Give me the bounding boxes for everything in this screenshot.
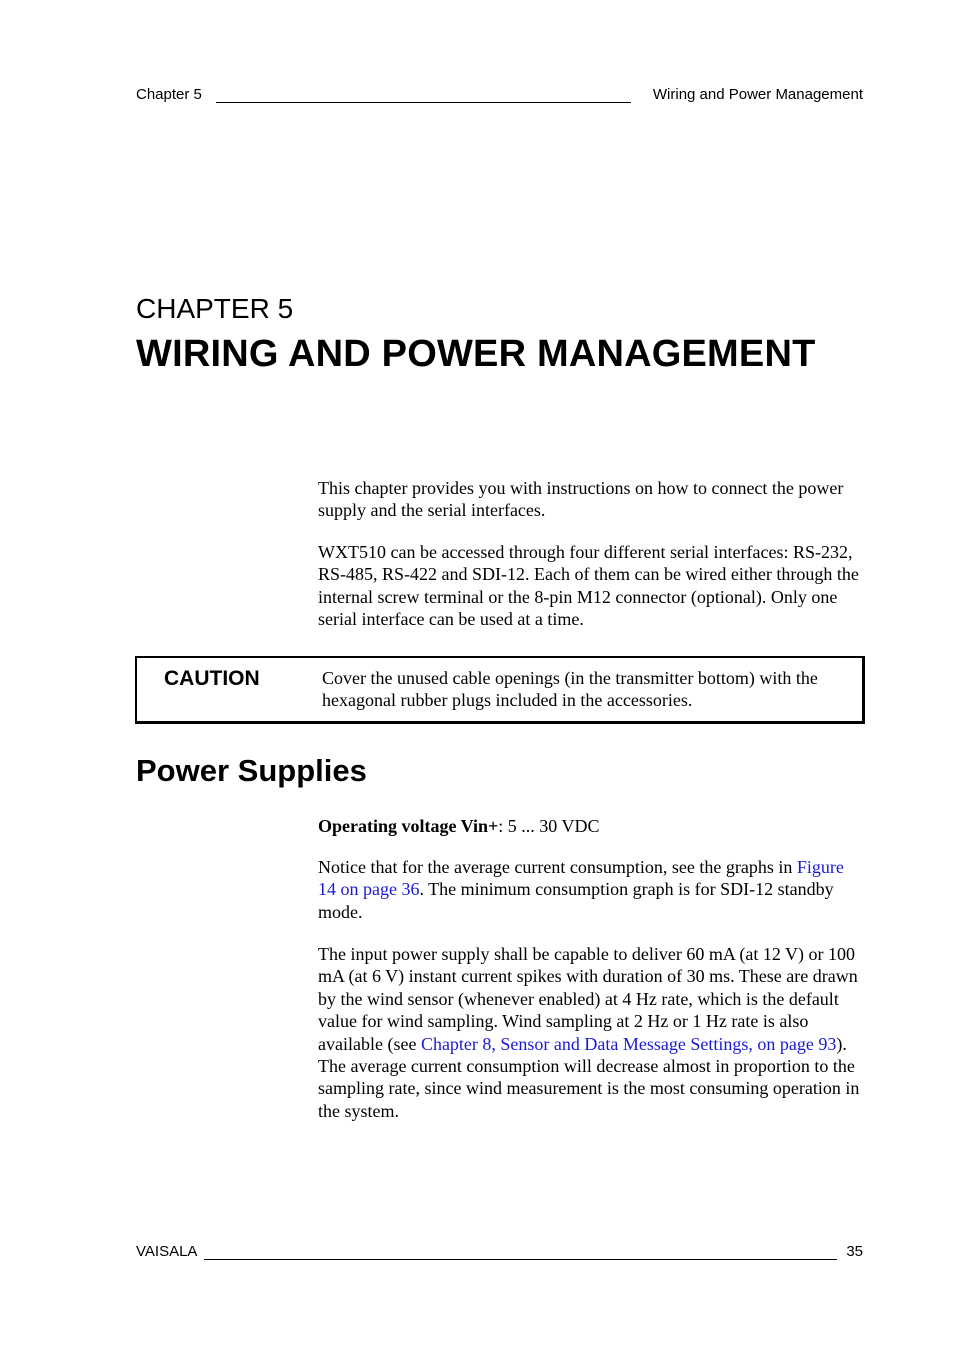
operating-voltage-line bbox=[318, 815, 863, 837]
notice-paragraph bbox=[318, 856, 863, 923]
footer-brand: VAISALA bbox=[136, 1243, 198, 1260]
intro-paragraph-1 bbox=[318, 477, 863, 522]
voltage-value: : 5 ... 30 VDC bbox=[498, 816, 600, 836]
chapter-number: CHAPTER 5 bbox=[136, 293, 294, 324]
chapter-8-link[interactable]: Chapter 8, Sensor and Data Message Settings, on page 93 bbox=[420, 1033, 837, 1054]
section-title-power-supplies: Power Supplies bbox=[136, 753, 367, 788]
caution-label: CAUTION bbox=[164, 667, 260, 690]
caution-box bbox=[135, 656, 865, 724]
input-power-paragraph bbox=[318, 943, 863, 1122]
input-text-post: ). The average current consumption will decrease almost in proportion to the sampling rate, since wind measurement is the most consuming operation in the system. bbox=[318, 1033, 860, 1121]
intro-text-1: This chapter provides you with instructions on how to connect the power supply and the serial interfaces. bbox=[318, 478, 844, 521]
notice-text-post: . The minimum consumption graph is for SDI-12 standby mode. bbox=[318, 879, 834, 922]
page-number: 35 bbox=[846, 1243, 863, 1260]
header-title: Wiring and Power Management bbox=[652, 86, 863, 103]
page-header bbox=[136, 86, 863, 106]
header-rule bbox=[216, 102, 631, 103]
chapter-title: WIRING AND POWER MANAGEMENT bbox=[136, 333, 816, 375]
intro-text-2: WXT510 can be accessed through four different serial interfaces: RS-232, RS-485, RS-422 and SDI-12. Each of them can be wired either through the internal screw terminal or the 8-pin M12 connector (optional). Only one serial interface can be used at a time. bbox=[318, 542, 859, 630]
footer-rule bbox=[204, 1259, 837, 1260]
header-chapter: Chapter 5 bbox=[136, 86, 202, 103]
caution-text: Cover the unused cable openings (in the transmitter bottom) with the hexagonal rubber plugs included in the accessories. bbox=[322, 668, 818, 711]
intro-paragraph-2 bbox=[318, 541, 863, 631]
page-footer bbox=[136, 1243, 863, 1263]
figure-14-link[interactable]: Figure 14 on page 36 bbox=[318, 857, 844, 900]
input-text-pre: The input power supply shall be capable to deliver 60 mA (at 12 V) or 100 mA (at 6 V) instant current spikes with duration of 30 ms. These are drawn by the wind sensor (whenever enabled) at 4 Hz rate, which is the default value for wind sampling. Wind sampling at 2 Hz or 1 Hz rate is also available (see bbox=[318, 944, 858, 1054]
voltage-label: Operating voltage Vin+ bbox=[318, 816, 499, 836]
notice-text-pre: Notice that for the average current consumption, see the graphs in bbox=[318, 857, 797, 877]
